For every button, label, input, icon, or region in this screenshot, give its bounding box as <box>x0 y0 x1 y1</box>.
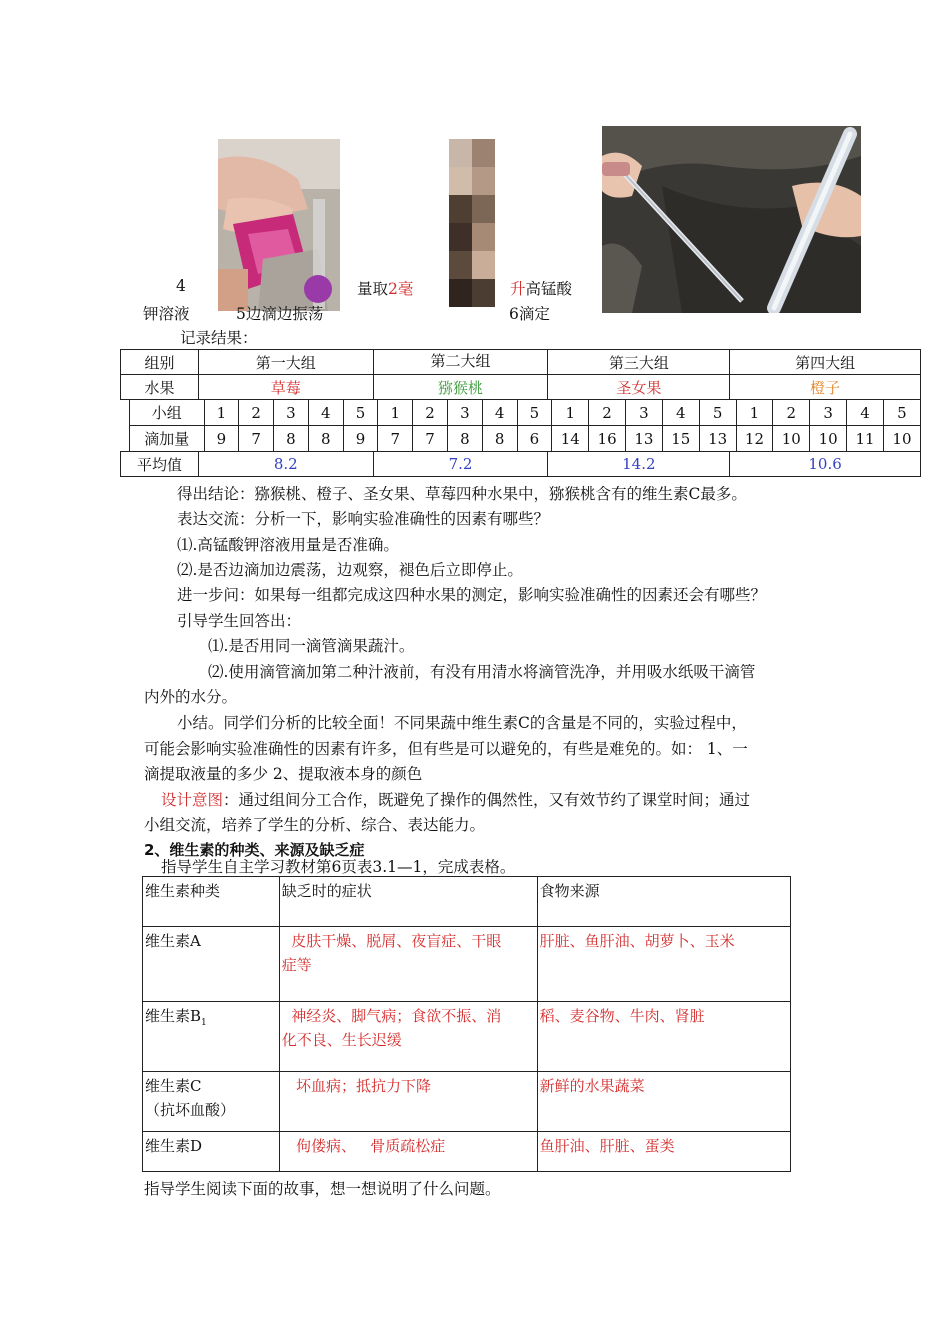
subgroup-cell: 4 <box>308 400 343 426</box>
vitamin-food: 鱼肝油、肝脏、蛋类 <box>537 1132 790 1172</box>
results-detail-table <box>129 399 921 452</box>
drops-cell: 10 <box>773 426 810 452</box>
subgroup-cell: 1 <box>204 400 239 426</box>
caption-step5: 5边滴边振荡 <box>236 305 324 323</box>
answer-2-line2: 内外的水分。 <box>144 688 238 706</box>
subgroup-cell: 3 <box>447 400 482 426</box>
design-intent-line1: 设计意图：通过组间分工合作，既避免了操作的偶然性，又有效节约了课堂时间；通过 <box>161 791 751 809</box>
drops-cell: 12 <box>736 426 773 452</box>
drops-cell: 7 <box>239 426 274 452</box>
guide-text: 引导学生回答出： <box>177 612 302 630</box>
average-4: 10.6 <box>730 452 921 477</box>
subgroup-cell: 4 <box>662 400 699 426</box>
caption-step4-num: 4 <box>176 277 186 295</box>
average-2: 7.2 <box>373 452 548 477</box>
vitamin-food: 稻、麦谷物、牛肉、肾脏 <box>537 1002 790 1072</box>
subgroup-cell: 2 <box>589 400 626 426</box>
drops-cell: 16 <box>589 426 626 452</box>
footer-text: 指导学生阅读下面的故事，想一想说明了什么问题。 <box>144 1180 501 1198</box>
average-3: 14.2 <box>548 452 730 477</box>
subgroup-cell: 3 <box>626 400 663 426</box>
vitamin-food: 肝脏、鱼肝油、胡萝卜、玉米 <box>537 927 790 1002</box>
caption-step4-mid: 量取2毫 <box>357 280 414 298</box>
subgroup-cell: 3 <box>274 400 309 426</box>
vitamin-row <box>143 1132 791 1172</box>
vitamin-symptoms: 佝偻病、 骨质疏松症 <box>279 1132 537 1172</box>
vitamin-name: 维生素A <box>143 927 280 1002</box>
further-question: 进一步问：如果每一组都完成这四种水果的测定，影响实验准确性的因素还会有哪些？ <box>177 586 767 604</box>
vitamin-header-row <box>143 877 791 927</box>
subgroup-label: 小组 <box>130 400 205 426</box>
header-vitamin-type: 维生素种类 <box>143 877 280 927</box>
drops-cell: 6 <box>517 426 552 452</box>
section-heading: 2、维生素的种类、来源及缺乏症 <box>144 841 365 859</box>
drops-cell: 13 <box>699 426 736 452</box>
subgroup-cell: 5 <box>699 400 736 426</box>
factor-1: ⑴.高锰酸钾溶液用量是否准确。 <box>177 536 399 554</box>
results-group-row <box>121 350 921 375</box>
exchange-text: 表达交流：分析一下，影响实验准确性的因素有哪些？ <box>177 510 550 528</box>
vitamin-name: 维生素$B_1$ <box>143 1002 280 1072</box>
subgroup-cell: 4 <box>482 400 517 426</box>
summary-line2: 可能会影响实验准确性的因素有许多，但有些是可以避免的，有些是难免的。如： 1、一 <box>144 740 748 758</box>
factor-2: ⑵.是否边滴加边震荡，边观察，褪色后立即停止。 <box>177 561 523 579</box>
results-average-table <box>120 451 921 477</box>
average-label: 平均值 <box>121 452 199 477</box>
results-average-row <box>121 452 921 477</box>
vitamin-row <box>143 1072 791 1132</box>
results-fruit-row <box>121 375 921 400</box>
subgroup-cell: 1 <box>378 400 413 426</box>
fruit-orange: 橙子 <box>730 375 921 400</box>
group-1: 第一大组 <box>198 350 373 375</box>
vitamin-row <box>143 1002 791 1072</box>
group-label: 组别 <box>121 350 199 375</box>
caption-step6: 6滴定 <box>509 305 550 323</box>
fruit-cherry-tomato: 圣女果 <box>548 375 730 400</box>
subgroup-cell: 1 <box>552 400 589 426</box>
photo-dropper-tube <box>602 126 861 313</box>
subgroup-cell: 5 <box>883 400 920 426</box>
drops-cell: 11 <box>847 426 884 452</box>
instruction-text: 指导学生自主学习教材第6页表3.1—1，完成表格。 <box>161 858 516 876</box>
results-subgroup-row <box>130 400 921 426</box>
subgroup-cell: 4 <box>847 400 884 426</box>
drops-cell: 10 <box>883 426 920 452</box>
vitamin-symptoms: 神经炎、脚气病；食欲不振、消 化不良、生长迟缓 <box>279 1002 537 1072</box>
drops-cell: 14 <box>552 426 589 452</box>
drops-cell: 9 <box>204 426 239 452</box>
summary-line3: 滴提取液量的多少 2、提取液本身的颜色 <box>144 765 423 783</box>
vitamin-row <box>143 927 791 1002</box>
photo-blurred-hands <box>449 139 495 307</box>
vitamin-name: 维生素D <box>143 1132 280 1172</box>
photo-dropper-bottle <box>218 139 340 311</box>
record-label: 记录结果： <box>180 329 258 347</box>
drops-cell: 7 <box>378 426 413 452</box>
drops-cell: 8 <box>274 426 309 452</box>
answer-2-line1: ⑵.使用滴管滴加第二种汁液前，有没有用清水将滴管洗净，并用吸水纸吸干滴管 <box>208 663 756 681</box>
drops-label: 滴加量 <box>130 426 205 452</box>
subgroup-cell: 5 <box>517 400 552 426</box>
subgroup-cell: 1 <box>736 400 773 426</box>
drops-cell: 8 <box>482 426 517 452</box>
drops-cell: 8 <box>308 426 343 452</box>
conclusion-text: 得出结论：猕猴桃、橙子、圣女果、草莓四种水果中，猕猴桃含有的维生素C最多。 <box>177 485 747 503</box>
drops-cell: 15 <box>662 426 699 452</box>
group-3: 第三大组 <box>548 350 730 375</box>
group-4: 第四大组 <box>730 350 921 375</box>
drops-cell: 8 <box>447 426 482 452</box>
subgroup-cell: 3 <box>810 400 847 426</box>
group-2: 第二大组 <box>373 350 548 375</box>
subgroup-cell: 2 <box>773 400 810 426</box>
fruit-strawberry: 草莓 <box>198 375 373 400</box>
drops-cell: 7 <box>413 426 448 452</box>
vitamin-symptoms: 皮肤干燥、脱屑、夜盲症、干眼 症等 <box>279 927 537 1002</box>
caption-step4-line2: 钾溶液 <box>143 305 190 323</box>
vitamin-table <box>142 876 791 1172</box>
design-intent-label: 设计意图 <box>161 791 224 809</box>
caption-step4-right: 升高锰酸 <box>510 280 573 298</box>
average-1: 8.2 <box>198 452 373 477</box>
vitamin-symptoms: 坏血病；抵抗力下降 <box>279 1072 537 1132</box>
summary-line1: 小结。同学们分析的比较全面！不同果蔬中维生素C的含量是不同的，实验过程中， <box>177 714 747 732</box>
fruit-label: 水果 <box>121 375 199 400</box>
subgroup-cell: 2 <box>239 400 274 426</box>
drops-cell: 13 <box>626 426 663 452</box>
results-header-table <box>120 349 921 400</box>
fruit-kiwi: 猕猴桃 <box>373 375 548 400</box>
answer-1: ⑴.是否用同一滴管滴果蔬汁。 <box>208 637 415 655</box>
drops-cell: 9 <box>343 426 378 452</box>
vitamin-food: 新鲜的水果蔬菜 <box>537 1072 790 1132</box>
drops-cell: 10 <box>810 426 847 452</box>
subgroup-cell: 2 <box>413 400 448 426</box>
design-intent-line2: 小组交流，培养了学生的分析、综合、表达能力。 <box>144 816 486 834</box>
subgroup-cell: 5 <box>343 400 378 426</box>
vitamin-name: 维生素C （抗坏血酸） <box>143 1072 280 1132</box>
header-food-source: 食物来源 <box>537 877 790 927</box>
header-symptoms: 缺乏时的症状 <box>279 877 537 927</box>
results-drops-row <box>130 426 921 452</box>
